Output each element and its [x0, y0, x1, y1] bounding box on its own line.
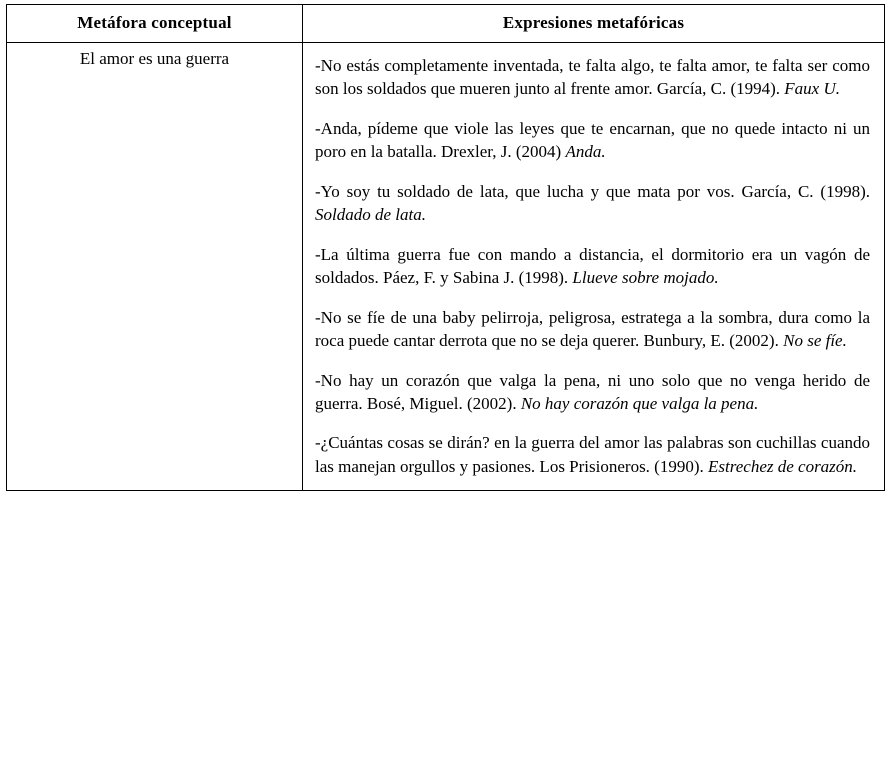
expression-source-title: Anda. — [565, 142, 606, 162]
expression-item — [315, 431, 870, 478]
expression-item — [315, 117, 870, 164]
expression-item — [315, 54, 870, 101]
column-header-expressions: Expresiones metafóricas — [303, 5, 885, 43]
expression-source-title: Estrechez de corazón. — [708, 456, 858, 476]
table-body — [7, 43, 885, 491]
cell-concept: El amor es una guerra — [7, 43, 303, 491]
expression-text: -¿Cuántas cosas se dirán? en la guerra del amor las palabras son cuchillas cuando las manejan orgullos y pasiones. Los Prisioneros. (1990). — [315, 433, 870, 476]
expression-text: -La última guerra fue con mando a distancia, el dormitorio era un vagón de soldados. Páez, F. y Sabina J. (1998). — [315, 244, 870, 288]
expression-text: -Anda, pídeme que viole las leyes que te encarnan, que no quede intacto ni un poro en la batalla. Drexler, J. (2004) — [315, 118, 870, 162]
table-header-row — [7, 5, 885, 43]
table-row — [7, 43, 885, 491]
expression-source-title: Llueve sobre mojado. — [572, 268, 719, 288]
table-head — [7, 5, 885, 43]
metaphor-table — [6, 4, 885, 491]
expression-text: -No hay un corazón que valga la pena, ni uno solo que no venga herido de guerra. Bosé, Miguel. (2002). — [315, 370, 870, 413]
expression-source-title: No se fíe. — [783, 331, 847, 351]
expression-text: -Yo soy tu soldado de lata, que lucha y que mata por vos. García, C. (1998). — [315, 181, 870, 201]
expression-source-title: Soldado de lata. — [315, 205, 426, 225]
expression-source-title: Faux U. — [784, 79, 840, 99]
expression-source-title: No hay corazón que valga la pena. — [520, 393, 759, 413]
expression-text: -No estás completamente inventada, te falta algo, te falta amor, te falta ser como son los soldados que mueren junto al frente amor. García, C. (1994). — [315, 56, 870, 99]
expression-item — [315, 369, 870, 416]
expression-item — [315, 306, 870, 353]
cell-expressions — [303, 43, 885, 491]
column-header-concept: Metáfora conceptual — [7, 5, 303, 43]
expression-item — [315, 180, 870, 227]
expression-text: -No se fíe de una baby pelirroja, peligrosa, estratega a la sombra, dura como la roca puede cantar derrota que no se deja querer. Bunbury, E. (2002). — [315, 307, 870, 351]
expression-item — [315, 243, 870, 290]
